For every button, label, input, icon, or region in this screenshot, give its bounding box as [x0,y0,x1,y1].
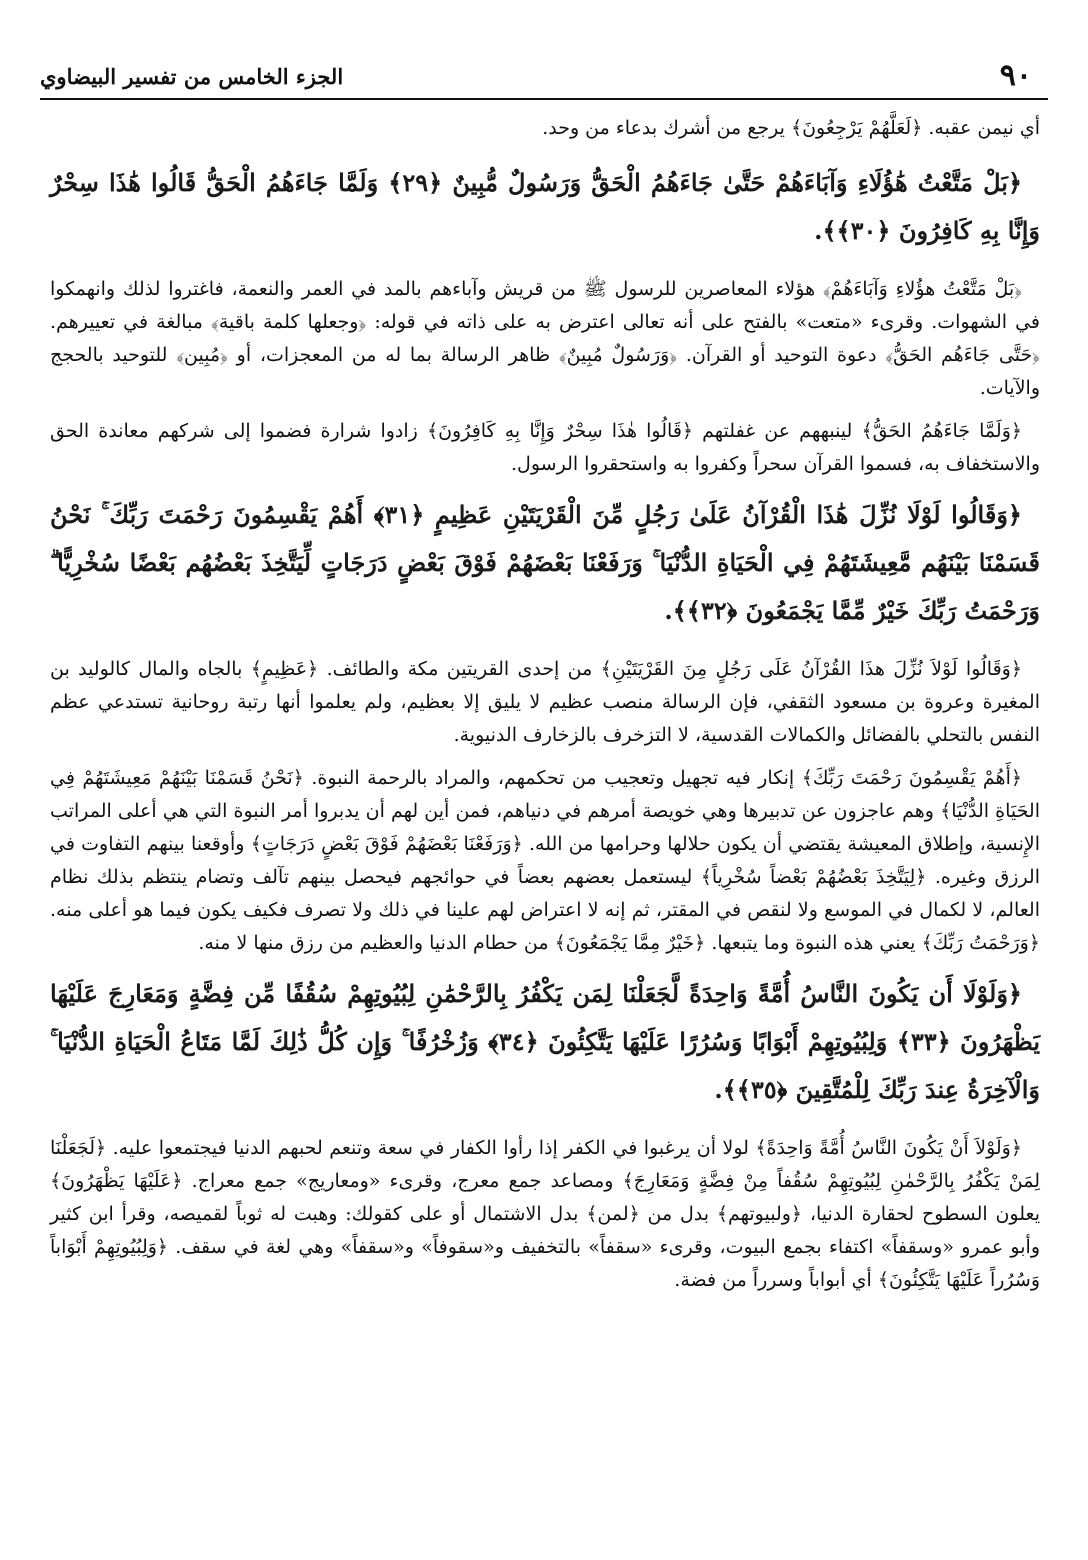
commentary-paragraph: ﴿أَهُمْ يَقْسِمُونَ رَحْمَتَ رَبِّكَ﴾ إنكار فيه تجهيل وتعجيب من تحكمهم، والمراد بالرحمة النبوة. ﴿نَحْنُ قَسَمْنَا بَيْنَهُمْ مَعِيشَتَهُمْ فِي الحَيَاةِ الدُّنْيَا﴾ وهم عاجزون عن تدبيرها وهي خويصة أمرهم في دنياهم، فمن أين لهم أن يدبروا أمر النبوة التي هي أعلى المراتب الإِنسية، وإطلاق المعيشة يقتضي أن يكون حلالها وحرامها من الله. ﴿وَرَفَعْنَا بَعْضَهُمْ فَوْقَ بَعْضٍ دَرَجَاتٍ﴾ وأوقعنا بينهم التفاوت في الرزق وغيره. ﴿لِيَتَّخِذَ بَعْضُهُمْ بَعْضاً سُخْرِياً﴾ ليستعمل بعضهم بعضاً في حوائجهم فيحصل بينهم تآلف وتضام ينتظم بذلك نظام العالم، لا لكمال في الموسع ولا لنقص في المقتر، ثم إنه لا اعتراض لهم علينا في ذلك ولا تصرف فكيف يكون فيما هو أعلى منه. ﴿وَرَحْمَتُ رَبِّكَ﴾ يعني هذه النبوة وما يتبعها. ﴿خَيْرٌ مِمَّا يَجْمَعُونَ﴾ من حطام الدنيا والعظيم من رزق منها لا منه. [50,767,1040,954]
commentary-paragraph: ﴿بَلْ مَتَّعْتُ هؤُلاءِ وَآبَاءَهُمْ﴾ هؤلاء المعاصرين للرسول ﷺ من قريش وآباءهم بالمد في العمر والنعمة، فاغتروا لذلك وانهمكوا في الشهوات. وقرىء «متعت» بالفتح على أنه تعالى اعترض به على ذاته في قوله: ﴿وجعلها كلمة باقية﴾ مبالغة في تعييرهم. ﴿حَتَّى جَاءَهُم الحَقُّ﴾ دعوة التوحيد أو القرآن. ﴿وَرَسُولٌ مُبِينٌ﴾ ظاهر الرسالة بما له من المعجزات، أو ﴿مُبِين﴾ للتوحيد بالحجج والآيات. [50,278,1040,399]
quran-verse-31-32: ﴿وَقَالُوا لَوْلَا نُزِّلَ هَٰذَا الْقُرْآنُ عَلَىٰ رَجُلٍ مِّنَ الْقَرْيَتَيْنِ عَظِيمٍ ﴿٣١﴾ أَهُمْ يَقْسِمُونَ رَحْمَتَ رَبِّكَ ۚ نَحْنُ قَسَمْنَا بَيْنَهُم مَّعِيشَتَهُمْ فِي الْحَيَاةِ الدُّنْيَا ۚ وَرَفَعْنَا بَعْضَهُمْ فَوْقَ بَعْضٍ دَرَجَاتٍ لِّيَتَّخِذَ بَعْضُهُم بَعْضًا سُخْرِيًّا ۗ وَرَحْمَتُ رَبِّكَ خَيْرٌ مِّمَّا يَجْمَعُونَ ﴿٣٢﴾﴾. [50,500,1040,625]
paragraph-intro: أي نيمن عقبه. ﴿لَعَلَّهُمْ يَرْجِعُونَ﴾ يرجع من أشرك بدعاء من وحد. [542,117,1040,139]
page-header [40,52,1048,100]
running-title: الجزء الخامس من تفسير البيضاوي [40,64,344,89]
page-number: ٩٠ [999,58,1032,93]
quran-verse-29-30: ﴿بَلْ مَتَّعْتُ هَٰؤُلَاءِ وَآبَاءَهُمْ حَتَّىٰ جَاءَهُمُ الْحَقُّ وَرَسُولٌ مُّبِينٌ ﴿٢٩﴾ وَلَمَّا جَاءَهُمُ الْحَقُّ قَالُوا هَٰذَا سِحْرٌ وَإِنَّا بِهِ كَافِرُونَ ﴿٣٠﴾﴾. [50,168,1040,245]
commentary-paragraph: ﴿وَلَمَّا جَاءَهُمُ الحَقُّ﴾ لينبههم عن غفلتهم ﴿قَالُوا هٰذَا سِحْرٌ وَإِنَّا بِهِ كَافِرُونَ﴾ زادوا شرارة فضموا إلى شركهم معاندة الحق والاستخفاف به، فسموا القرآن سحراً وكفروا به واستحقروا الرسول. [50,420,1040,475]
page-body [50,112,1040,1307]
commentary-paragraph: ﴿وَلَوْلاَ أَنْ يَكُونَ النَّاسُ أُمَّةً وَاحِدَةً﴾ لولا أن يرغبوا في الكفر إذا رأوا الكفار في سعة وتنعم لحبهم الدنيا فيجتمعوا عليه. ﴿لَجَعَلْنَا لِمَنْ يَكْفُرُ بِالرَّحْمٰنِ لِبُيُوتِهِمْ سُقُفاً مِنْ فِضَّةٍ وَمَعَارِجَ﴾ ومصاعد جمع معرج، وقرىء «ومعاريج» جمع معراج. ﴿عَلَيْهَا يَظْهَرُونَ﴾ يعلون السطوح لحقارة الدنيا، ﴿ولبيوتهم﴾ بدل من ﴿لمن﴾ بدل الاشتمال أو على كقولك: وهبت له ثوباً لقميصه، وقرأ ابن كثير وأبو عمرو «وسقفاً» اكتفاء بجمع البيوت، وقرىء «سقفاً» بالتخفيف و«سقوفاً» و«سقفاً» وهي لغة في سقف. ﴿وَلِبُيُوتِهِمْ أَبْوَاباً وَسُرُراً عَلَيْهَا يَتَّكِئُونَ﴾ أي أبواباً وسرراً من فضة. [50,1137,1040,1291]
quran-verse-33-35: ﴿وَلَوْلَا أَن يَكُونَ النَّاسُ أُمَّةً وَاحِدَةً لَّجَعَلْنَا لِمَن يَكْفُرُ بِالرَّحْمَٰنِ لِبُيُوتِهِمْ سُقُفًا مِّن فِضَّةٍ وَمَعَارِجَ عَلَيْهَا يَظْهَرُونَ ﴿٣٣﴾ وَلِبُيُوتِهِمْ أَبْوَابًا وَسُرُرًا عَلَيْهَا يَتَّكِئُونَ ﴿٣٤﴾ وَزُخْرُفًا ۚ وَإِن كُلُّ ذَٰلِكَ لَمَّا مَتَاعُ الْحَيَاةِ الدُّنْيَا ۚ وَالْآخِرَةُ عِندَ رَبِّكَ لِلْمُتَّقِينَ ﴿٣٥﴾﴾. [50,979,1041,1104]
commentary-paragraph: ﴿وَقَالُوا لَوْلاَ نُزِّلَ هذَا القُرْآنُ عَلَى رَجُلٍ مِنَ القَرْيَتَيْنِ﴾ من إحدى القريتين مكة والطائف. ﴿عَظِيمٍ﴾ بالجاه والمال كالوليد بن المغيرة وعروة بن مسعود الثقفي، فإن الرسالة منصب عظيم لا يليق إلا بعظيم، ولم يعلموا أنها رتبة روحانية تستدعي عظم النفس بالتحلي بالفضائل والكمالات القدسية، لا التزخرف بالزخارف الدنيوية. [50,658,1040,746]
